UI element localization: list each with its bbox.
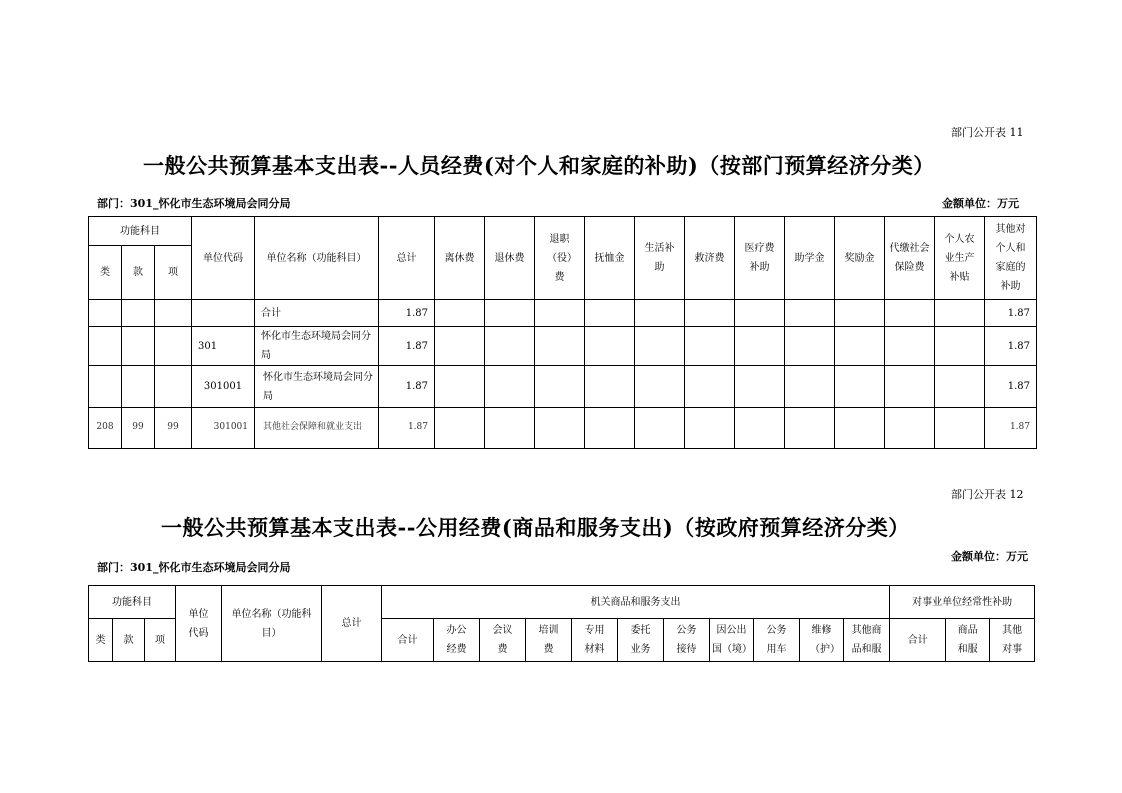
cell-name: 其他社会保障和就业支出 <box>255 408 379 449</box>
table-row <box>89 366 1037 408</box>
header-g1-8: 公务用车 <box>754 619 800 662</box>
cell-total: 1.87 <box>379 408 435 449</box>
header-c11: 个人农业生产补贴 <box>935 217 985 300</box>
header-g2-0: 合计 <box>890 619 946 662</box>
cell-code: 301001 <box>192 366 255 408</box>
header-c1: 离休费 <box>435 217 485 300</box>
cell-kuan <box>122 300 155 327</box>
table-row <box>89 327 1037 366</box>
header-c6: 救济费 <box>685 217 735 300</box>
header-g2-1: 商品和服 <box>946 619 990 662</box>
table-row <box>89 408 1037 449</box>
table11-tag: 部门公开表 11 <box>951 126 1024 139</box>
cell-other: 1.87 <box>985 300 1037 327</box>
cell-name: 怀化市生态环境局会同分局 <box>255 366 379 408</box>
header-kuan: 款 <box>113 619 145 662</box>
cell-other: 1.87 <box>985 366 1037 408</box>
cell-other: 1.87 <box>985 327 1037 366</box>
header-g1-9: 维修（护） <box>800 619 844 662</box>
cell-lei: 208 <box>89 408 122 449</box>
header-c3: 退职（役）费 <box>535 217 585 300</box>
header-g1-1: 办公经费 <box>434 619 480 662</box>
table11-dept: 部门：301_怀化市生态环境局会同分局 <box>97 197 291 210</box>
cell-code: 301001 <box>192 408 255 449</box>
header-group1: 机关商品和服务支出 <box>382 586 890 619</box>
cell-code: 301 <box>192 327 255 366</box>
header-g1-4: 专用材料 <box>572 619 618 662</box>
cell-name: 怀化市生态环境局会同分局 <box>255 327 379 366</box>
header-func: 功能科目 <box>89 217 192 246</box>
cell-kuan <box>122 366 155 408</box>
header-xiang: 项 <box>155 246 192 300</box>
cell-name: 合计 <box>255 300 379 327</box>
header-g2-2: 其他对事 <box>990 619 1035 662</box>
cell-kuan <box>122 327 155 366</box>
cell-kuan: 99 <box>122 408 155 449</box>
header-c9: 奖励金 <box>835 217 885 300</box>
table11-unit: 金额单位：万元 <box>942 197 1019 210</box>
header-group2: 对事业单位经常性补助 <box>890 586 1035 619</box>
cell-lei <box>89 366 122 408</box>
cell-lei <box>89 327 122 366</box>
cell-xiang: 99 <box>155 408 192 449</box>
header-code: 单位代码 <box>192 217 255 300</box>
header-kuan: 款 <box>122 246 155 300</box>
header-g1-5: 委托业务 <box>618 619 664 662</box>
cell-total: 1.87 <box>379 327 435 366</box>
cell-total: 1.87 <box>379 300 435 327</box>
header-total: 总计 <box>322 586 382 662</box>
header-c2: 退休费 <box>485 217 535 300</box>
header-g1-2: 会议费 <box>480 619 526 662</box>
table12-title: 一般公共预算基本支出表--公用经费(商品和服务支出)（按政府预算经济分类） <box>161 515 910 540</box>
table11 <box>88 216 1037 449</box>
cell-xiang <box>155 300 192 327</box>
table12-dept: 部门：301_怀化市生态环境局会同分局 <box>97 561 291 574</box>
cell-total: 1.87 <box>379 366 435 408</box>
header-g1-6: 公务接待 <box>664 619 710 662</box>
header-g1-10: 其他商品和服 <box>844 619 890 662</box>
header-xiang: 项 <box>145 619 176 662</box>
header-c4: 抚恤金 <box>585 217 635 300</box>
header-lei: 类 <box>89 246 122 300</box>
header-g1-3: 培训费 <box>526 619 572 662</box>
cell-code <box>192 300 255 327</box>
header-func: 功能科目 <box>89 586 176 619</box>
header-name: 单位名称（功能科目） <box>255 217 379 300</box>
header-c8: 助学金 <box>785 217 835 300</box>
header-c5: 生活补助 <box>635 217 685 300</box>
table12-tag: 部门公开表 12 <box>951 488 1024 501</box>
table12-unit: 金额单位：万元 <box>951 550 1028 563</box>
header-g1-7: 因公出国（境） <box>710 619 754 662</box>
header-total: 总计 <box>379 217 435 300</box>
cell-lei <box>89 300 122 327</box>
header-g1-0: 合计 <box>382 619 434 662</box>
header-name: 单位名称（功能科目） <box>222 586 322 662</box>
table-row <box>89 300 1037 327</box>
cell-other: 1.87 <box>985 408 1037 449</box>
table12-header-row1 <box>89 586 1035 619</box>
header-c10: 代缴社会保险费 <box>885 217 935 300</box>
header-code: 单位代码 <box>176 586 222 662</box>
header-c12: 其他对个人和家庭的补助 <box>985 217 1037 300</box>
table11-header-row1 <box>89 217 1037 246</box>
table11-title: 一般公共预算基本支出表--人员经费(对个人和家庭的补助)（按部门预算经济分类） <box>143 153 935 178</box>
header-c7: 医疗费补助 <box>735 217 785 300</box>
cell-xiang <box>155 366 192 408</box>
header-lei: 类 <box>89 619 113 662</box>
cell-xiang <box>155 327 192 366</box>
table12 <box>88 585 1035 662</box>
